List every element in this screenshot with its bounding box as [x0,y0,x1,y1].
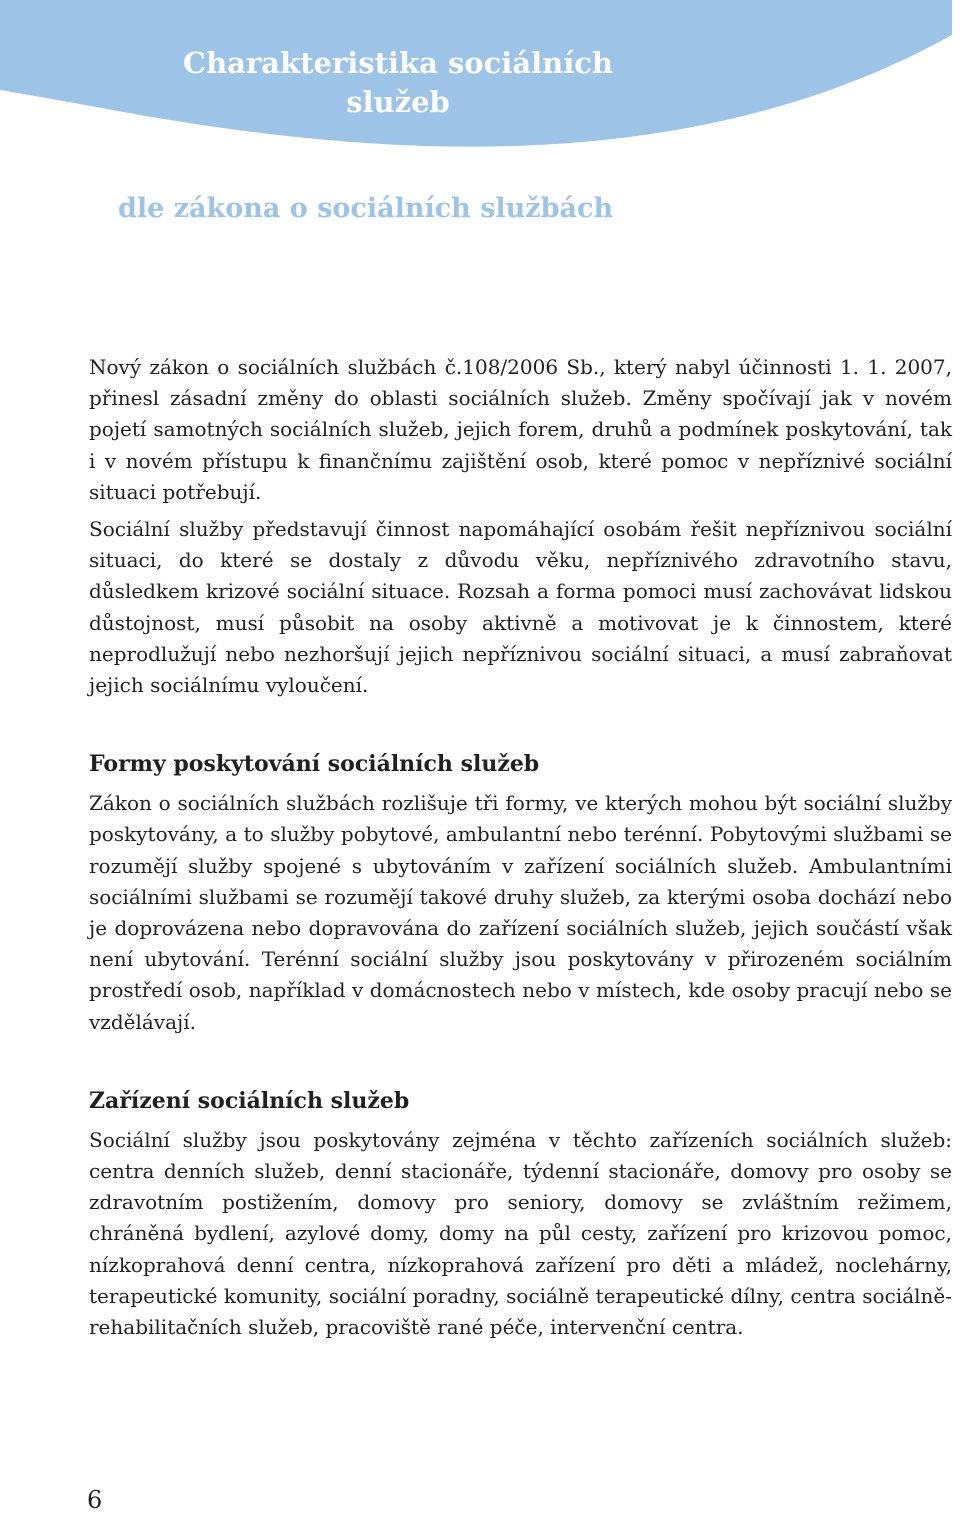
page-title: Charakteristika sociálních služeb [183,46,613,119]
main-content [89,352,952,1343]
section-heading-facilities: Zařízení sociálních služeb [89,1087,410,1114]
section-heading-forms: Formy poskytování sociálních služeb [89,751,540,778]
section-text-forms: Zákon o sociálních službách rozlišuje tři formy, ve kterých mohou být sociální služby poskytovány, a to služby pobytové, ambulantní nebo terénní. Pobytovými službami se rozumějí služby spojené s ubytováním v zařízení sociálních služeb. Ambulantními sociálními službami se rozumějí takové druhy služeb, za kterými osoba dochází nebo je doprovázena nebo dopravována do zařízení sociálních služeb, jejich součástí však není ubytování. Terénní sociální služby jsou poskytovány v přirozeném sociálním prostředí osob, například v domácnostech nebo v místech, kde osoby pracují nebo se vzdělávají. [89,791,952,1034]
section-text-facilities: Sociální služby jsou poskytovány zejména v těchto zařízeních sociálních služeb: centra denních služeb, denní stacionáře, týdenní stacionáře, domovy pro osoby se zdravotním postižením, domovy pro seniory, domovy se zvláštním režimem, chráněná bydlení, azylové domy, domy na půl cesty, zařízení pro krizovou pomoc, nízkoprahová denní centra, nízkoprahová zařízení pro děti a mládež, noclehárny, terapeutické komunity, sociální poradny, sociálně terapeutické dílny, centra sociálně-rehabilitačních služeb, pracoviště rané péče, intervenční centra. [89,1127,952,1340]
intro-paragraph-1: Nový zákon o sociálních službách č.108/2006 Sb., který nabyl účinnosti 1. 1. 2007, přinesl zásadní změny do oblasti sociálních služeb. Změny spočívají jak v novém pojetí samotných sociálních služeb, jejich forem, druhů a podmínek poskytování, tak i v novém přístupu k finančnímu zajištění osob, které pomoc v nepříznivé sociální situaci potřebují. [89,355,952,504]
intro-paragraph-2: Sociální služby představují činnost napomáhající osobám řešit nepříznivou sociální situaci, do které se dostaly z důvodu věku, nepříznivého zdravotního stavu, důsledkem krizové sociální situace. Rozsah a forma pomoci musí zachovávat lidskou důstojnost, musí působit na osoby aktivně a motivovat je k činnostem, které neprodlužují nebo nezhoršují jejich nepříznivou sociální situaci, a musí zabraňovat jejich sociálnímu vyloučení. [89,517,952,698]
page-number: 6 [87,1486,103,1514]
page-subtitle: dle zákona o sociálních službách [118,193,614,224]
